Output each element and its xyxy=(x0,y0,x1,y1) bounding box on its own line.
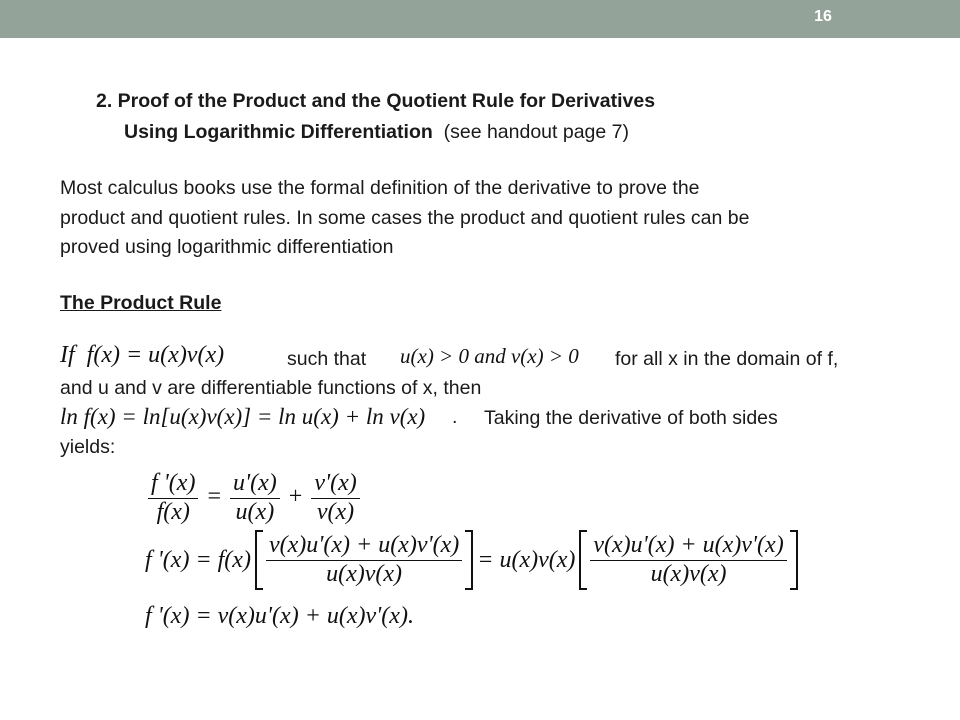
equation-2 xyxy=(145,530,802,590)
eq1-lhs-fraction xyxy=(148,470,198,526)
eq2-bracket-1 xyxy=(255,530,473,590)
eq2-frac2-num: v(x)u'(x) + u(x)v'(x) xyxy=(590,532,786,561)
domain-text: for all x in the domain of f, xyxy=(615,348,839,370)
eq1-lhs-num: f '(x) xyxy=(148,470,198,499)
eq1-t2-den: v(x) xyxy=(316,498,355,525)
intro-line3: proved using logarithmic differentiation xyxy=(60,236,394,258)
section-title: The Product Rule xyxy=(60,292,222,314)
eq1-t2-num: v'(x) xyxy=(311,470,359,499)
eq2-lhs: f '(x) = f(x) xyxy=(145,546,251,573)
if-keyword: If xyxy=(60,342,75,368)
taking-derivative-text: Taking the derivative of both sides xyxy=(484,407,778,429)
eq2-frac1-num: v(x)u'(x) + u(x)v'(x) xyxy=(266,532,462,561)
eq2-frac1-den: u(x)v(x) xyxy=(326,560,403,587)
eq1-t1-num: u'(x) xyxy=(230,470,280,499)
slide-number: 16 xyxy=(814,8,832,25)
log-equation: ln f(x) = ln[u(x)v(x)] = ln u(x) + ln v(x) xyxy=(60,404,426,429)
eq2-fraction-2 xyxy=(590,532,786,588)
eq1-t1-den: u(x) xyxy=(235,498,275,525)
equation-3: f '(x) = v(x)u'(x) + u(x)v'(x). xyxy=(145,603,414,629)
eq1-lhs-den: f(x) xyxy=(156,498,190,525)
eq2-frac2-den: u(x)v(x) xyxy=(650,560,727,587)
positivity-condition: u(x) > 0 and v(x) > 0 xyxy=(400,344,579,368)
intro-line1: Most calculus books use the formal definition of the derivative to prove the xyxy=(60,177,700,199)
such-that-text: such that xyxy=(287,348,367,370)
eq1-term1-fraction xyxy=(230,470,280,526)
heading-line2-bold: Using Logarithmic Differentiation xyxy=(124,121,433,143)
intro-line2: product and quotient rules. In some cases the product and quotient rules can be xyxy=(60,207,750,229)
eq2-bracket-2 xyxy=(579,530,797,590)
eq2-fraction-1 xyxy=(266,532,462,588)
heading-line2 xyxy=(124,121,629,144)
log-period: . xyxy=(452,406,458,428)
eq2-middle: = u(x)v(x) xyxy=(477,546,576,573)
yields-text: yields: xyxy=(60,436,116,458)
equation-1: $\frac{f '(x)}{f(x)}$ = $\frac{u'(x)}{u(x)}$ + $\frac{v'(x)}{v(x)}$ xyxy=(145,470,363,526)
f-definition: f(x) = u(x)v(x) xyxy=(86,342,225,368)
title-bar xyxy=(0,0,960,38)
heading-line1: 2. Proof of the Product and the Quotient Rule for Derivatives xyxy=(96,90,656,112)
eq1-term2-fraction xyxy=(311,470,359,526)
heading-line2-note: (see handout page 7) xyxy=(443,121,630,143)
differentiable-text: and u and v are differentiable functions of x, then xyxy=(60,377,482,399)
product-definition xyxy=(60,342,224,369)
